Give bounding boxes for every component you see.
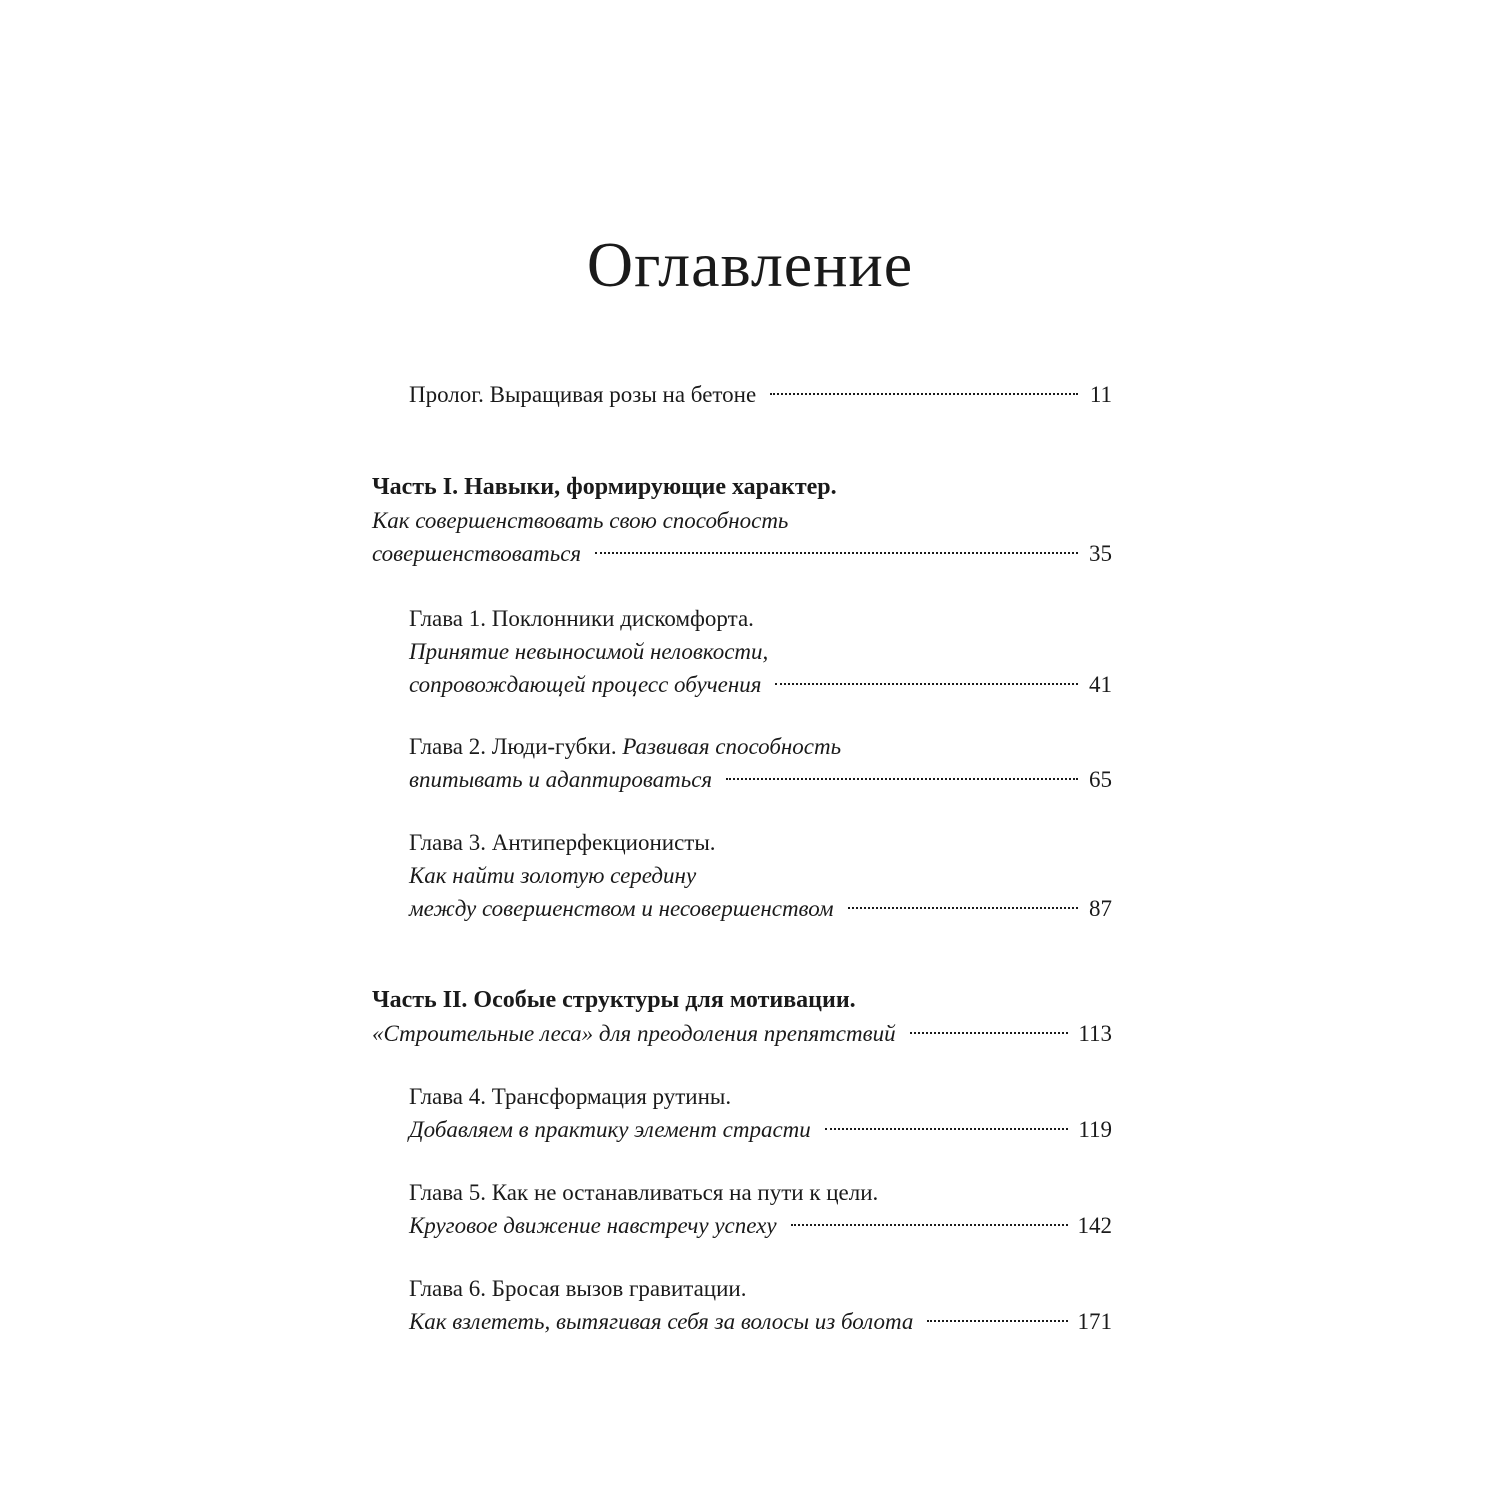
toc-entry-prologue[interactable]	[409, 378, 1112, 411]
part1-heading[interactable]	[372, 471, 1112, 504]
dot-leader	[825, 1128, 1069, 1130]
part-heading-text: Часть I. Навыки, формирующие характер.	[372, 474, 837, 500]
dot-leader	[927, 1320, 1067, 1322]
page-number: 41	[1089, 672, 1112, 697]
dot-leader	[791, 1224, 1068, 1226]
toc-entry-label: Добавляем в практику элемент страсти	[409, 1117, 811, 1142]
dot-leader	[595, 552, 1078, 554]
chapter5-heading[interactable]: Глава 5. Как не останавливаться на пути к цели.	[409, 1180, 879, 1205]
toc-entry-part2[interactable]	[372, 1017, 1112, 1050]
chapter1-heading[interactable]: Глава 1. Поклонники дискомфорта.	[409, 606, 754, 631]
toc-entry-part1[interactable]	[372, 537, 1112, 570]
chapter2-heading[interactable]: Глава 2. Люди-губки. Развивая способность	[409, 734, 842, 759]
page-title: Оглавление	[586, 229, 914, 300]
toc-entry-label: Как взлететь, вытягивая себя за волосы из болота	[409, 1309, 914, 1334]
part2-heading[interactable]	[372, 984, 1112, 1017]
dot-leader	[910, 1032, 1069, 1034]
toc-entry-label: Круговое движение навстречу успеху	[409, 1213, 777, 1238]
toc-entry-label: сопровождающей процесс обучения	[409, 672, 762, 697]
page-number: 142	[1077, 1213, 1112, 1238]
toc-entry-chapter2[interactable]	[409, 763, 1112, 796]
page-number: 35	[1089, 541, 1112, 566]
toc-entry-chapter1[interactable]	[409, 668, 1112, 701]
chapter3-subtitle-line1: Как найти золотую середину	[409, 863, 697, 888]
toc-entry-label: совершенствоваться	[372, 541, 582, 566]
page-number: 11	[1089, 382, 1112, 407]
toc-entry-chapter3[interactable]	[409, 892, 1112, 925]
page-number: 87	[1089, 896, 1112, 921]
dot-leader	[775, 683, 1078, 685]
toc-entry-chapter4[interactable]	[409, 1113, 1112, 1146]
toc-entry-label: впитывать и адаптироваться	[409, 767, 713, 792]
chapter6-heading[interactable]: Глава 6. Бросая вызов гравитации.	[409, 1276, 747, 1301]
toc-entry-label: Пролог. Выращивая розы на бетоне	[409, 382, 757, 407]
chapter4-heading[interactable]: Глава 4. Трансформация рутины.	[409, 1084, 732, 1109]
page-number: 119	[1078, 1117, 1112, 1142]
toc-entry-label: «Строительные леса» для преодоления препятствий	[372, 1021, 896, 1046]
toc-entry-label: между совершенством и несовершенством	[409, 896, 834, 921]
toc-entry-chapter5[interactable]	[409, 1209, 1112, 1242]
part1-subtitle-line1: Как совершенствовать свою способность	[372, 508, 789, 533]
toc-entry-chapter6[interactable]	[409, 1305, 1112, 1338]
page-number: 171	[1077, 1309, 1112, 1334]
part-heading-text: Часть II. Особые структуры для мотивации.	[372, 987, 856, 1013]
chapter3-heading[interactable]: Глава 3. Антиперфекционисты.	[409, 830, 716, 855]
dot-leader	[848, 907, 1078, 909]
page-number: 113	[1078, 1021, 1112, 1046]
dot-leader	[726, 778, 1078, 780]
chapter1-subtitle-line1: Принятие невыносимой неловкости,	[409, 639, 769, 664]
dot-leader	[770, 393, 1078, 395]
page-number: 65	[1089, 767, 1112, 792]
